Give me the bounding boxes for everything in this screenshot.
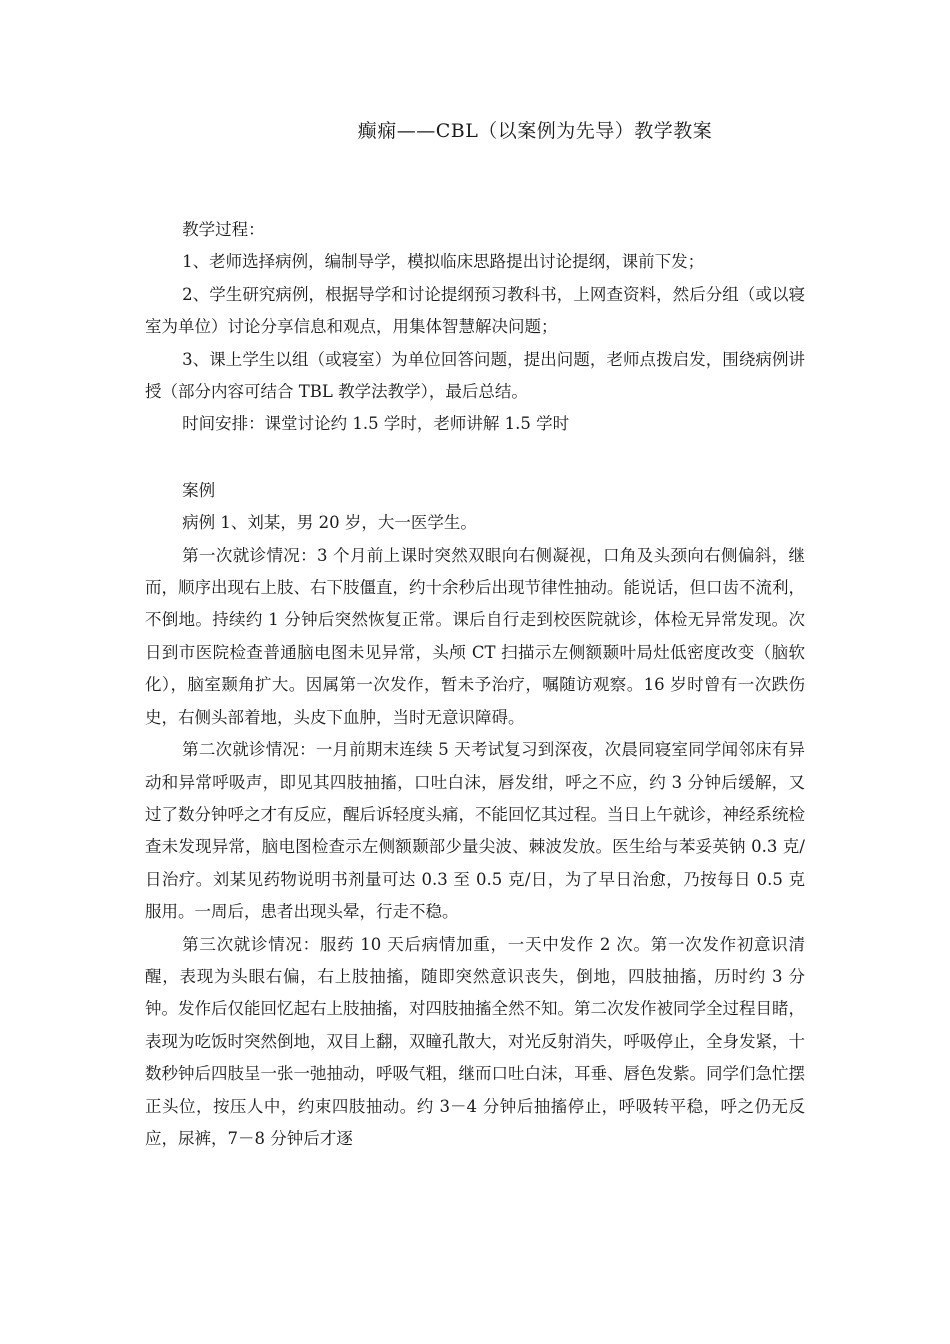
process-step-1: 1、老师选择病例，编制导学，模拟临床思路提出讨论提纲，课前下发； bbox=[182, 252, 705, 272]
visit-3-paragraph: 第三次就诊情况：服药 10 天后病情加重，一天中发作 2 次。第一次发作初意识清醒，表现为头眼右偏，右上肢抽搐，随即突然意识丧失，倒地，四肢抽搐，历时约 3 分钟。发作后仅能回忆起右上肢抽搐，对四肢抽搐全然不知。第二次发作被同学全过程目睹，表现为吃饭时突然倒地，双目上翻，双瞳孔散大，对光反射消失，呼吸停止，全身发紧，十数秒钟后四肢呈一张一弛抽动，呼吸气粗，继而口吐白沫，耳垂、唇色发紫。同学们急忙摆正头位，按压人中，约束四肢抽动。约 3－4 分钟后抽搐停止，呼吸转平稳，呼之仍无反应，尿裤，7－8 分钟后才逐 bbox=[145, 934, 805, 1148]
process-heading: 教学过程： bbox=[182, 220, 265, 239]
visit-1-paragraph: 第一次就诊情况：3 个月前上课时突然双眼向右侧凝视，口角及头颈向右侧偏斜，继而，顺序出现右上肢、右下肢僵直，约十余秒后出现节律性抽动。能说话，但口齿不流利，不倒地。持续约 1 分钟后突然恢复正常。课后自行走到校医院就诊，体检无异常发现。次日到市医院检查普通脑电图未见异常，头颅 CT 扫描示左侧额颞叶局灶低密度改变（脑软化），脑室颞角扩大。因属第一次发作，暂未予治疗，嘱随访观察。16 岁时曾有一次跌伤史，右侧头部着地，头皮下血肿，当时无意识障碍。 bbox=[145, 545, 805, 727]
case-intro: 病例 1、刘某，男 20 岁，大一医学生。 bbox=[182, 513, 477, 533]
schedule-line: 时间安排：课堂讨论约 1.5 学时，老师讲解 1.5 学时 bbox=[182, 414, 570, 434]
section-spacer bbox=[145, 441, 805, 475]
document-body bbox=[145, 214, 805, 1155]
process-step-3: 3、课上学生以组（或寝室）为单位回答问题，提出问题，老师点拨启发，围绕病例讲授（部分内容可结合 TBL 教学法教学），最后总结。 bbox=[145, 349, 805, 402]
case-heading: 案例 bbox=[182, 480, 216, 500]
document-title: 癫痫——CBL（以案例为先导）教学教案 bbox=[357, 120, 713, 142]
process-step-2: 2、学生研究病例，根据导学和讨论提纲预习教科书，上网查资料，然后分组（或以寝室为单位）讨论分享信息和观点，用集体智慧解决问题； bbox=[145, 284, 805, 337]
visit-2-paragraph: 第二次就诊情况：一月前期末连续 5 天考试复习到深夜，次晨同寝室同学闻邻床有异动和异常呼吸声，即见其四肢抽搐，口吐白沫，唇发绀，呼之不应，约 3 分钟后缓解，又过了数分钟呼之才有反应，醒后诉轻度头痛，不能回忆其过程。当日上午就诊，神经系统检查未发现异常，脑电图检查示左侧额颞部少量尖波、棘波发放。医生给与苯妥英钠 0.3 克/日治疗。刘某见药物说明书剂量可达 0.3 至 0.5 克/日，为了早日治愈，乃按每日 0.5 克服用。一周后，患者出现头晕，行走不稳。 bbox=[145, 740, 805, 922]
